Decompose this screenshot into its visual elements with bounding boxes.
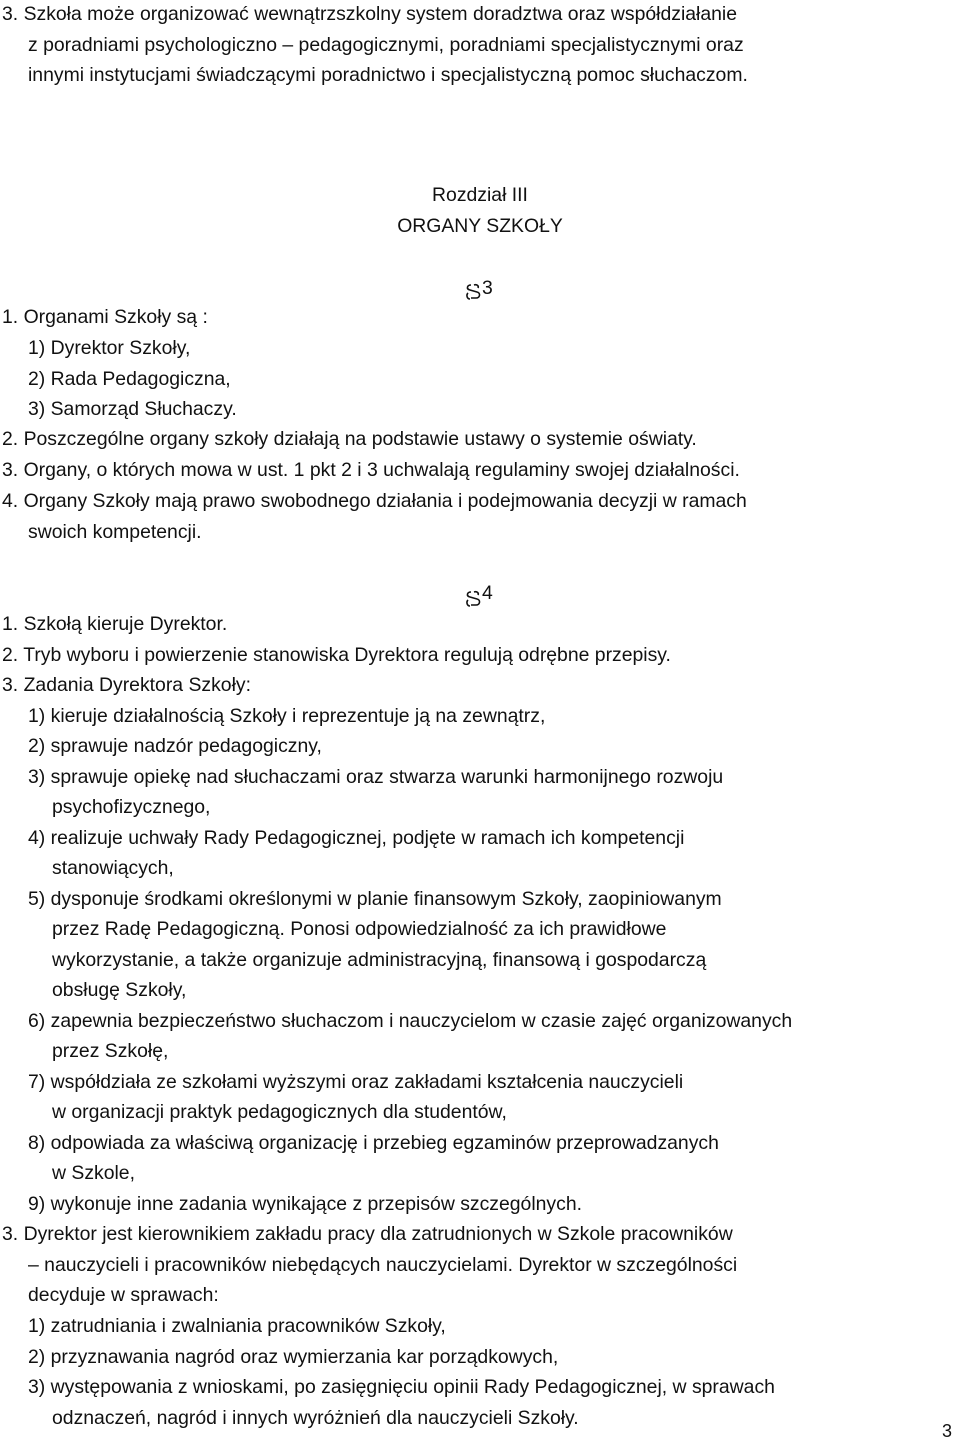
s3-item-4-text-1: Organy Szkoły mają prawo swobodnego działania i podejmowania decyzji w ramach	[23, 490, 747, 512]
s4-item-1-text: Szkołą kieruje Dyrektor.	[23, 613, 228, 635]
s4-item-3	[2, 674, 251, 696]
s3-item-4	[2, 490, 747, 512]
s3-item-1	[2, 306, 208, 328]
task-4: 4) realizuje uchwały Rady Pedagogicznej, podjęte w ramach ich kompetencji	[28, 827, 685, 849]
matter-1: 1) zatrudniania i zwalniania pracowników Szkoły,	[28, 1315, 446, 1337]
s4-item-3b	[2, 1223, 733, 1245]
matter-2: 2) przyznawania nagród oraz wymierzania kar porządkowych,	[28, 1346, 559, 1368]
intro-line-1	[2, 3, 737, 25]
task-1: 1) kieruje działalnością Szkoły i reprezentuje ją na zewnątrz,	[28, 705, 546, 727]
s3-item-2-number: 2.	[2, 428, 19, 450]
matter-3: 3) występowania z wnioskami, po zasięgnięciu opinii Rady Pedagogicznej, w sprawach	[28, 1376, 775, 1398]
s4-item-3-number: 3.	[2, 674, 19, 696]
s4-item-3b-number: 3.	[2, 1223, 19, 1245]
task-9: 9) wykonuje inne zadania wynikające z przepisów szczególnych.	[28, 1193, 582, 1215]
s3-item-3	[2, 459, 740, 481]
task-3-cont: psychofizycznego,	[52, 796, 211, 818]
s4-item-2	[2, 644, 671, 666]
s4-item-2-number: 2.	[2, 644, 19, 666]
s3-item-1-number: 1.	[2, 306, 19, 328]
s3-item-1-text: Organami Szkoły są :	[23, 306, 208, 328]
s4-item-1	[2, 613, 227, 635]
s3-subitem-1: 1) Dyrektor Szkoły,	[28, 337, 191, 359]
chapter-title: ORGANY SZKOŁY	[397, 215, 563, 237]
task-6: 6) zapewnia bezpieczeństwo słuchaczom i nauczycielom w czasie zajęć organizowanych	[28, 1010, 793, 1032]
s4-item-3b-text-3: decyduje w sprawach:	[28, 1284, 219, 1306]
s4-item-3b-text-2: – nauczycieli i pracowników niebędących nauczycielami. Dyrektor w szczególności	[28, 1254, 738, 1276]
task-4-cont: stanowiących,	[52, 857, 174, 879]
section-4-number: 4	[482, 582, 493, 604]
s4-item-3-text: Zadania Dyrektora Szkoły:	[23, 674, 251, 696]
s3-item-2-text: Poszczególne organy szkoły działają na podstawie ustawy o systemie oświaty.	[23, 428, 697, 450]
task-6-cont: przez Szkołę,	[52, 1040, 169, 1062]
task-7-cont: w organizacji praktyk pedagogicznych dla studentów,	[52, 1101, 507, 1123]
intro-number: 3.	[2, 3, 19, 25]
s3-item-3-number: 3.	[2, 459, 19, 481]
chapter-label: Rozdział III	[432, 184, 528, 206]
s4-item-3b-text-1: Dyrektor jest kierownikiem zakładu pracy dla zatrudnionych w Szkole pracowników	[23, 1223, 733, 1245]
s4-item-1-number: 1.	[2, 613, 19, 635]
task-5-cont-1: przez Radę Pedagogiczną. Ponosi odpowiedzialność za ich prawidłowe	[52, 918, 667, 940]
intro-text-1: Szkoła może organizować wewnątrzszkolny system doradztwa oraz współdziałanie	[23, 3, 738, 25]
matter-3-cont: odznaczeń, nagród i innych wyróżnień dla nauczycieli Szkoły.	[52, 1407, 579, 1429]
task-7: 7) współdziała ze szkołami wyższymi oraz zakładami kształcenia nauczycieli	[28, 1071, 684, 1093]
s3-item-4-number: 4.	[2, 490, 19, 512]
s3-item-3-text: Organy, o których mowa w ust. 1 pkt 2 i 3 uchwalają regulaminy swojej działalności.	[23, 459, 740, 481]
section-3-number: 3	[482, 277, 493, 299]
intro-line-3: innymi instytucjami świadczącymi poradnictwo i specjalistyczną pomoc słuchaczom.	[28, 64, 748, 86]
page-number: 3	[941, 1421, 952, 1441]
task-8: 8) odpowiada za właściwą organizację i przebieg egzaminów przeprowadzanych	[28, 1132, 719, 1154]
task-8-cont: w Szkole,	[52, 1162, 135, 1184]
s3-subitem-2: 2) Rada Pedagogiczna,	[28, 368, 231, 390]
task-3: 3) sprawuje opiekę nad słuchaczami oraz stwarza warunki harmonijnego rozwoju	[28, 766, 724, 788]
s3-item-2	[2, 428, 697, 450]
task-5-cont-3: obsługę Szkoły,	[52, 979, 187, 1001]
s4-item-2-text: Tryb wyboru i powierzenie stanowiska Dyrektora regulują odrębne przepisy.	[23, 644, 671, 666]
task-2: 2) sprawuje nadzór pedagogiczny,	[28, 735, 322, 757]
intro-line-2: z poradniami psychologiczno – pedagogicznymi, poradniami specjalistycznymi oraz	[28, 34, 744, 56]
task-5-cont-2: wykorzystanie, a także organizuje administracyjną, finansową i gospodarczą	[52, 949, 707, 971]
s3-item-4-text-2: swoich kompetencji.	[28, 521, 202, 543]
s3-subitem-3: 3) Samorząd Słuchaczy.	[28, 398, 237, 420]
task-5: 5) dysponuje środkami określonymi w planie finansowym Szkoły, zaopiniowanym	[28, 888, 722, 910]
